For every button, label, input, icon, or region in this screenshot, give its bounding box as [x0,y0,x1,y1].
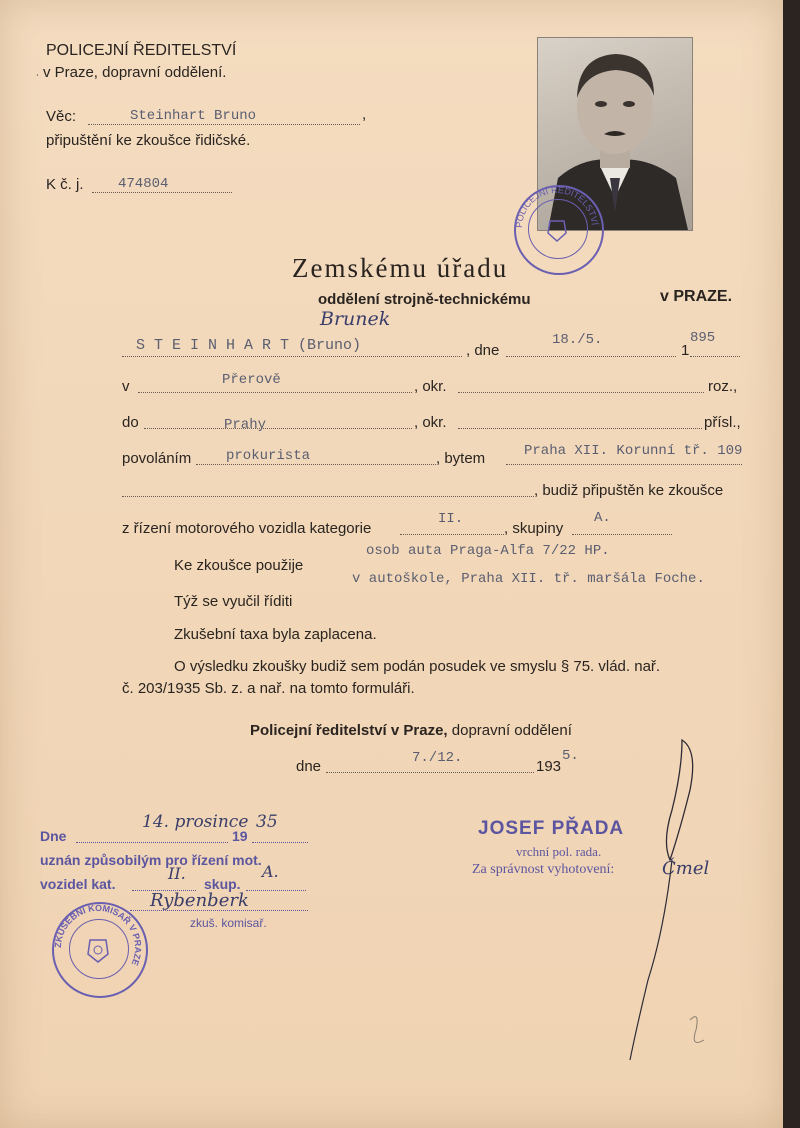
birth-date-label: , dne [466,342,500,359]
residence-label: , bytem [436,450,486,467]
issue-date-label: dne [296,758,322,775]
exam-category-label: vozidel kat. [40,876,116,892]
exam-group-hand: A. [262,862,279,881]
birthplace-label: v [122,378,130,395]
result-text-line2: č. 203/1935 Sb. z. a nař. na tomto formuláři. [122,680,415,697]
office-subname [36,64,226,81]
exam-group-line [246,890,306,891]
group-value: A. [594,510,611,526]
issue-date: 7./12. [412,750,463,766]
exam-date-label: Dne [40,828,67,844]
verification-label: Za správnost vyhotovení: [472,862,615,877]
police-stamp-text [514,185,600,271]
exam-date-hand: 14. prosince [142,812,249,832]
domicile-district-line [458,428,702,429]
exam-result-text: uznán způsobilým pro řízení mot. [40,852,262,868]
subject-label: Věc: [46,108,77,125]
result-text-line1: O výsledku zkoušky budiž sem podán posudek ve smyslu § 75. vlád. nař. [174,658,661,675]
exam-group-label: skup. [204,876,241,892]
birth-year-prefix: 1 [681,342,690,359]
birth-year-suffix: 895 [690,330,716,346]
exam-category-hand: II. [168,864,186,883]
occupation-label: povoláním [122,450,192,467]
birth-date: 18./5. [552,332,603,348]
office-dept: v Praze, dopravní oddělení. [42,64,227,81]
group-label: , skupiny [504,520,564,537]
issuer-office [250,722,572,739]
issue-year-suffix: 5. [562,748,579,764]
domicile-label: do [122,414,139,431]
ref-value: 474804 [118,176,169,192]
residence-line [506,464,742,465]
category-line [400,534,504,535]
signature-flourish [620,730,720,1070]
name-line [122,356,462,357]
birthplace-value: Přerově [222,372,281,388]
ref-line [92,192,232,193]
examiner-stamp [52,902,148,998]
exam-year-line [252,842,308,843]
name-handwritten: Brunek [320,308,391,330]
police-stamp [514,185,604,275]
issuer-office-bold: Policejní ředitelství v Praze, [250,722,448,739]
domicile-district-label: , okr. [414,414,447,431]
category-text: z řízení motorového vozidla kategorie [122,520,372,537]
exam-year-prefix: 19 [232,828,248,844]
issue-year-prefix: 193 [536,758,562,775]
birth-date-line [506,356,676,357]
school-label: Týž se vyučil říditi [174,593,293,610]
issuer-office-rest: dopravní oddělení [447,722,572,739]
exam-year-hand: 35 [256,812,278,832]
addressee-dept: oddělení strojně-technickému [318,291,531,308]
subject-line2: připuštění ke zkoušce řidičské. [46,132,251,149]
name-typed: S T E I N H A R T (Bruno) [136,337,362,354]
addressee-title: Zemskému úřadu [292,253,509,283]
official-name: JOSEF PŘADA [478,818,625,839]
birthplace-district-line [458,392,704,393]
svg-text:POLICEJNÍ ŘEDITELSTVÍ: POLICEJNÍ ŘEDITELSTVÍ [514,185,600,229]
group-line [572,534,672,535]
residence-value: Praha XII. Korunní tř. 109 [524,443,743,459]
category-value: II. [438,511,464,527]
ref-label: K č. j. [46,176,84,193]
belongs-label: přísl., [704,414,741,431]
svg-text:ZKUŠEBNÍ KOMISAŘ V PRAZE: ZKUŠEBNÍ KOMISAŘ V PRAZE [52,902,144,968]
admission-text: , budiž připuštěn ke zkoušce [534,482,724,499]
exam-date-line [76,842,228,843]
vehicle-label: Ke zkoušce použije [174,557,304,574]
fee-text: Zkušební taxa byla zaplacena. [174,626,377,643]
birth-year-line [690,356,740,357]
blank-line [122,496,534,497]
official-rank: vrchní pol. rada. [516,844,602,859]
subject-line [88,124,360,125]
birthplace-district-label: , okr. [414,378,447,395]
domicile-line [144,428,412,429]
subject-comma: , [362,106,367,123]
issue-date-line [326,772,534,773]
vehicle-value: osob auta Praga-Alfa 7/22 HP. [366,543,610,559]
born-label: roz., [708,378,738,395]
examiner-signature-line [130,910,308,911]
occupation-value: prokurista [226,448,311,464]
examiner-stamp-text [52,902,144,994]
addressee-city: v PRAZE. [660,288,733,305]
occupation-line [196,464,436,465]
subject-value: Steinhart Bruno [130,108,257,124]
examiner-signature: Rybenberk [150,890,249,911]
school-value: v autoškole, Praha XII. tř. maršála Foche. [352,571,705,587]
bullet-mark: . [36,67,39,79]
office-name: POLICEJNÍ ŘEDITELSTVÍ [46,42,237,59]
examiner-role: zkuš. komisař. [190,916,267,930]
domicile-value: Prahy [224,417,267,433]
birthplace-line [138,392,412,393]
official-signature: Čmel [662,858,710,879]
